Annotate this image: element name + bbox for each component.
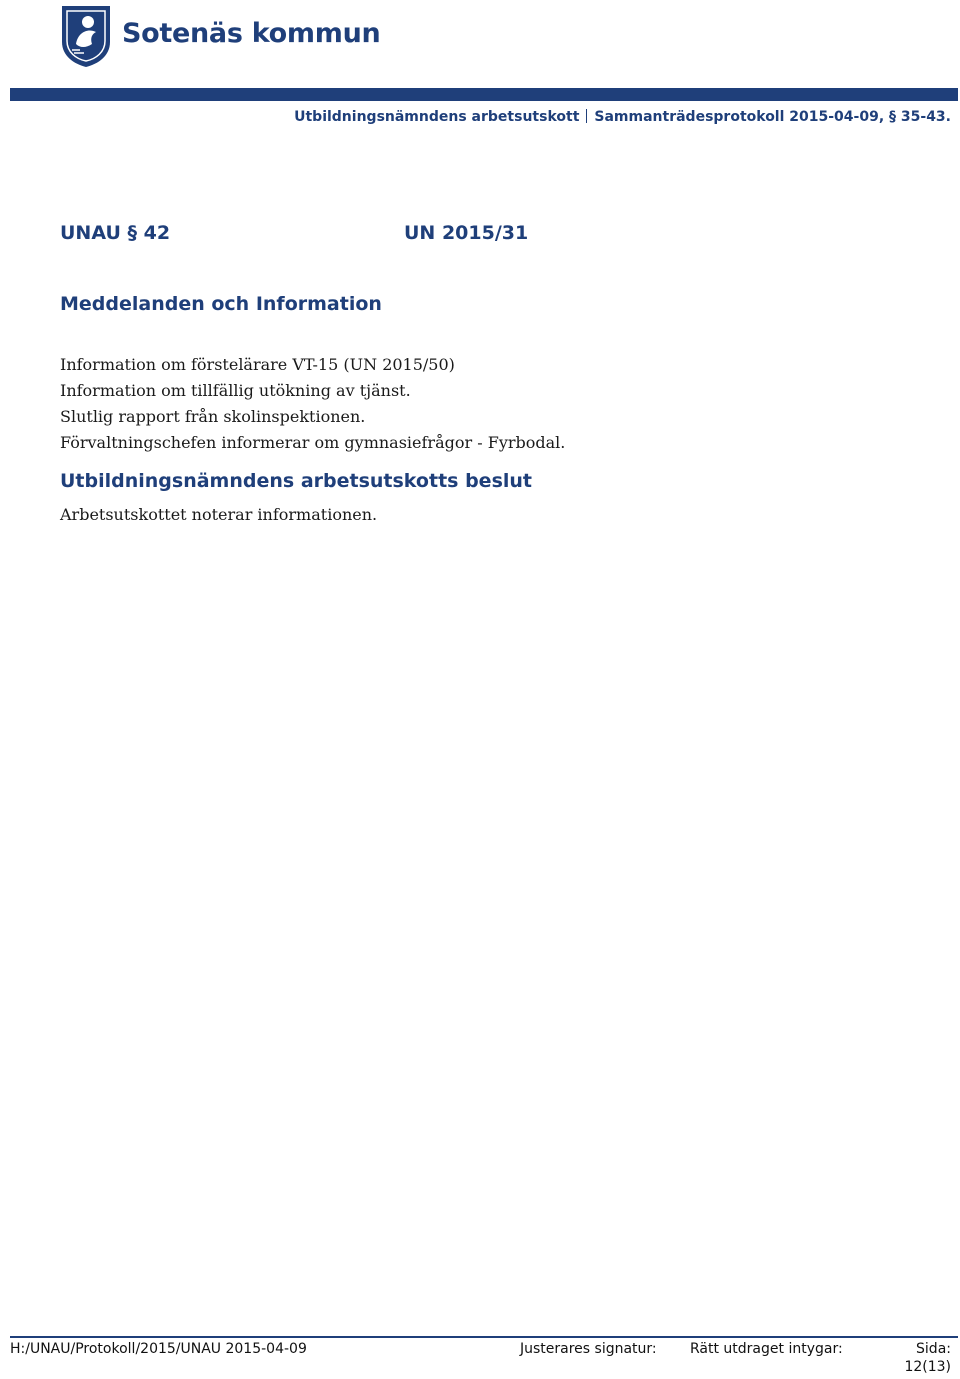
protocol-header [294, 109, 951, 125]
case-number: UN 2015/31 [404, 222, 529, 244]
municipality-logo [58, 4, 380, 68]
attest-label: Rätt utdraget intygar: [690, 1341, 843, 1357]
decision-text: Arbetsutskottet noterar informationen. [60, 505, 378, 524]
signature-label: Justerares signatur: [520, 1341, 657, 1357]
logo-text: Sotenäs kommun [122, 17, 381, 49]
page-number: 12(13) [904, 1359, 951, 1375]
paragraph-row [60, 222, 529, 244]
decision-heading: Utbildningsnämndens arbetsutskotts beslut [60, 470, 532, 492]
sotenas-coat-of-arms-icon [58, 4, 114, 68]
list-item: Förvaltningschefen informerar om gymnasiefrågor - Fyrbodal. [60, 433, 566, 452]
footer-rule [10, 1336, 958, 1338]
item-title: Meddelanden och Information [60, 293, 382, 315]
committee-name: Utbildningsnämndens arbetsutskott [294, 109, 580, 125]
protocol-title: Sammanträdesprotokoll 2015-04-09, § 35-43. [594, 109, 951, 125]
list-item: Information om förstelärare VT-15 (UN 2015/50) [60, 355, 455, 374]
list-item: Information om tillfällig utökning av tjänst. [60, 381, 411, 400]
list-item: Slutlig rapport från skolinspektionen. [60, 407, 366, 426]
information-list [60, 352, 565, 456]
page-label: Sida: [916, 1341, 951, 1357]
header-separator [586, 109, 587, 123]
header-bar [10, 88, 958, 101]
file-path: H:/UNAU/Protokoll/2015/UNAU 2015-04-09 [10, 1341, 307, 1357]
paragraph-number: UNAU § 42 [60, 222, 171, 244]
